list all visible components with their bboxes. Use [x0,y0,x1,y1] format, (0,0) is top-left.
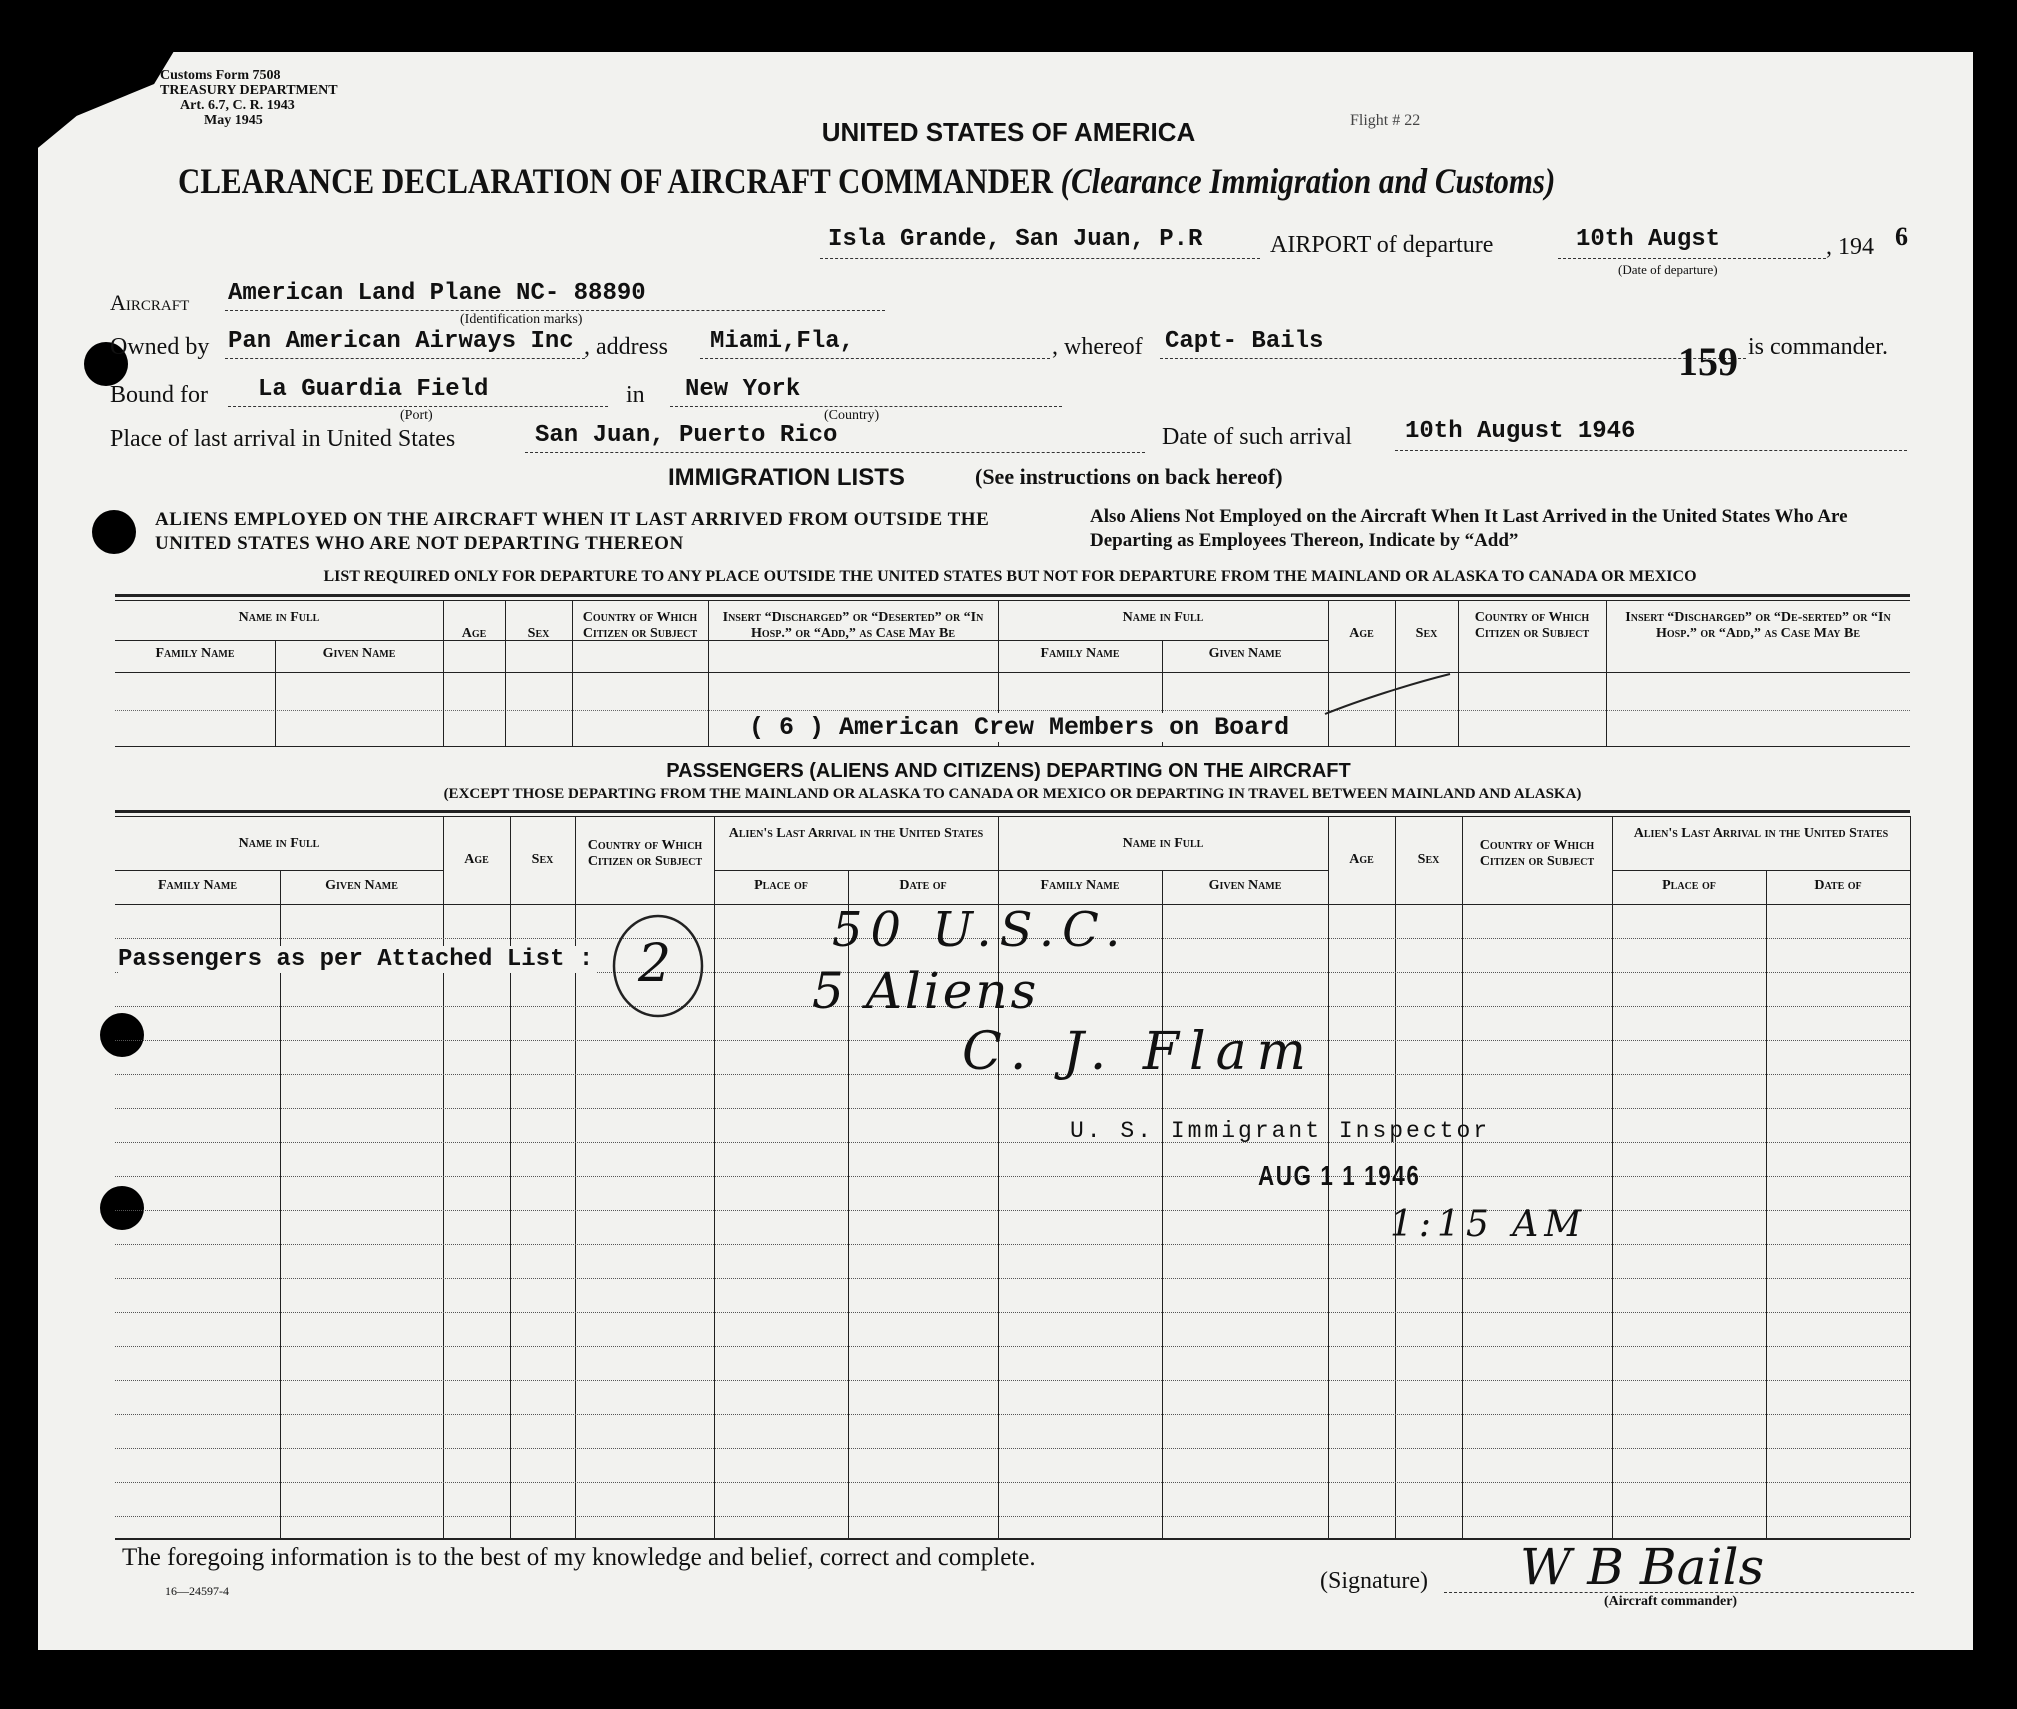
pass-last-arrival-header-right: Alien's Last Arrival in the United States [1633,826,1889,841]
signature-label: (Signature) [1320,1568,1428,1594]
crew-insert-header-left: Insert “Discharged” or “Deserted” or “In Hosp.” or “Add,” as Case May Be [722,610,984,641]
departure-airport-label: AIRPORT of departure [1270,232,1494,258]
immigration-title: IMMIGRATION LISTS [668,464,905,491]
pass-date-header: Date of [899,878,947,893]
punch-hole [92,510,136,554]
aliens-right-heading: Also Aliens Not Employed on the Aircraft When It Last Arrived in the United States Who Are Departing as Employees Thereon, Indicate by “Add” [1090,506,1848,551]
bound-country-caption: (Country) [824,408,880,423]
crew-country-header-right: Country of Which Citizen or Subject [1474,610,1590,641]
circled-number: 2 [638,934,672,994]
aircraft-value: American Land Plane NC- 88890 [228,280,646,307]
immigration-subtitle: (See instructions on back hereof) [975,464,1283,489]
crew-age-header-right: Age [1349,626,1374,641]
form-regulation: Art. 6.7, C. R. 1943 [180,98,295,113]
title-main: CLEARANCE DECLARATION OF AIRCRAFT COMMANDER [178,161,1053,201]
crew-name-header: Name in Full [238,610,320,625]
address-value: Miami,Fla, [710,328,855,355]
form-date: May 1945 [204,113,263,128]
list-required-note: LIST REQUIRED ONLY FOR DEPARTURE TO ANY PLACE OUTSIDE THE UNITED STATES BUT NOT FOR DEPARTURE FROM THE MAINLAND OR ALASKA TO CANADA OR MEXICO [323,568,1697,585]
departure-date-caption: (Date of departure) [1618,262,1718,277]
form-number: Customs Form 7508 [160,68,281,83]
bound-label: Bound for [110,382,208,408]
inspector-title: U. S. Immigrant Inspector [1070,1118,1491,1144]
bound-port-caption: (Port) [400,408,433,423]
crew-insert-header-right: Insert “Discharged” or “De-serted” or “In Hosp.” or “Add,” as Case May Be [1625,610,1891,641]
crew-sex-header-right: Sex [1415,626,1438,641]
whereof-label: , whereof [1052,334,1143,360]
bound-port-value: La Guardia Field [258,376,489,403]
aircraft-caption: (Identification marks) [460,312,583,327]
arrival-date-label: Date of such arrival [1162,424,1352,450]
form-title [178,160,1555,202]
crew-family-header: Family Name [155,646,235,661]
crew-age-header: Age [461,626,487,641]
arrival-date-value: 10th August 1946 [1405,418,1636,445]
crew-name-header-right: Name in Full [1122,610,1204,625]
aircraft-label: Aircraft [110,290,190,315]
passenger-entry: Passengers as per Attached List : [118,946,597,973]
owner-label: Owned by [110,334,210,360]
pass-age-header-right: Age [1349,852,1374,867]
crew-sex-header: Sex [527,626,550,641]
owner-value: Pan American Airways Inc [228,328,574,355]
form-department: TREASURY DEPARTMENT [160,83,338,98]
pass-place-header-right: Place of [1662,878,1716,893]
signature-caption: (Aircraft commander) [1604,1594,1738,1609]
print-code: 16—24597-4 [165,1584,229,1598]
passengers-title [0,760,2017,783]
departure-date-value: 10th Augst [1576,226,1721,253]
flight-note: Flight # 22 [1350,112,1421,129]
aliens-left-heading: ALIENS EMPLOYED ON THE AIRCRAFT WHEN IT LAST ARRIVED FROM OUTSIDE THE UNITED STATES WHO ARE NOT DEPARTING THEREON [155,509,990,554]
handwritten-aliens: 5 Aliens [812,962,1040,1020]
crew-given-header: Given Name [322,646,396,661]
pass-last-arrival-header: Alien's Last Arrival in the United States [728,826,984,841]
passengers-subtitle: (EXCEPT THOSE DEPARTING FROM THE MAINLAND OR ALASKA TO CANADA OR MEXICO OR DEPARTING IN TRAVEL BETWEEN MAINLAND AND ALASKA) [443,786,1582,802]
commander-suffix: is commander. [1748,334,1888,360]
commander-value: Capt- Bails [1165,328,1324,355]
departure-year-prefix: , 194 [1826,234,1874,260]
title-parenthetical: (Clearance Immigration and Customs) [1060,161,1556,201]
pass-given-header-right: Given Name [1208,878,1282,893]
pass-family-header-right: Family Name [1040,878,1120,893]
pass-given-header: Given Name [325,878,398,893]
handwritten-time: 1:15 AM [1390,1204,1588,1245]
crew-entry: ( 6 ) American Crew Members on Board [745,713,1293,742]
pass-date-header-right: Date of [1814,878,1862,893]
inspector-signature: C. J. Flam [962,1022,1316,1082]
country-heading: UNITED STATES OF AMERICA [821,117,1196,147]
address-label: , address [584,334,668,360]
handwritten-usc: 50 U.S.C. [832,902,1129,958]
punch-hole [100,1013,144,1057]
departure-year-suffix: 6 [1895,222,1908,251]
last-arrival-label: Place of last arrival in United States [110,426,456,452]
punch-hole [100,1186,144,1230]
commander-signature: W B Bails [1520,1538,1765,1596]
pass-sex-header-right: Sex [1417,852,1440,867]
bound-in-label: in [626,382,645,408]
pass-age-header: Age [464,852,489,867]
pass-place-header: Place of [754,878,808,893]
bound-country-value: New York [685,376,801,403]
date-stamp: AUG 1 1 1946 [1258,1160,1421,1191]
passengers-title-text: PASSENGERS (ALIENS AND CITIZENS) DEPARTING ON THE AIRCRAFT [666,760,1351,782]
crew-family-header-right: Family Name [1040,646,1120,661]
pass-family-header: Family Name [157,878,238,893]
crew-given-header-right: Given Name [1208,646,1282,661]
departure-airport-value: Isla Grande, San Juan, P.R [828,226,1203,253]
pass-country-header-right: Country of Which Citizen or Subject [1479,838,1595,869]
certification-text: The foregoing information is to the best of my knowledge and belief, correct and complete. [122,1544,1036,1571]
pass-name-header-right: Name in Full [1122,836,1204,851]
crew-country-header: Country of Which Citizen or Subject [582,610,698,641]
pass-country-header: Country of Which Citizen or Subject [587,838,703,869]
pass-sex-header: Sex [531,852,554,867]
stamp-number: 159 [1678,339,1738,384]
last-arrival-value: San Juan, Puerto Rico [535,422,838,449]
crew-pen-stroke [1320,670,1460,720]
pass-name-header: Name in Full [238,836,320,851]
